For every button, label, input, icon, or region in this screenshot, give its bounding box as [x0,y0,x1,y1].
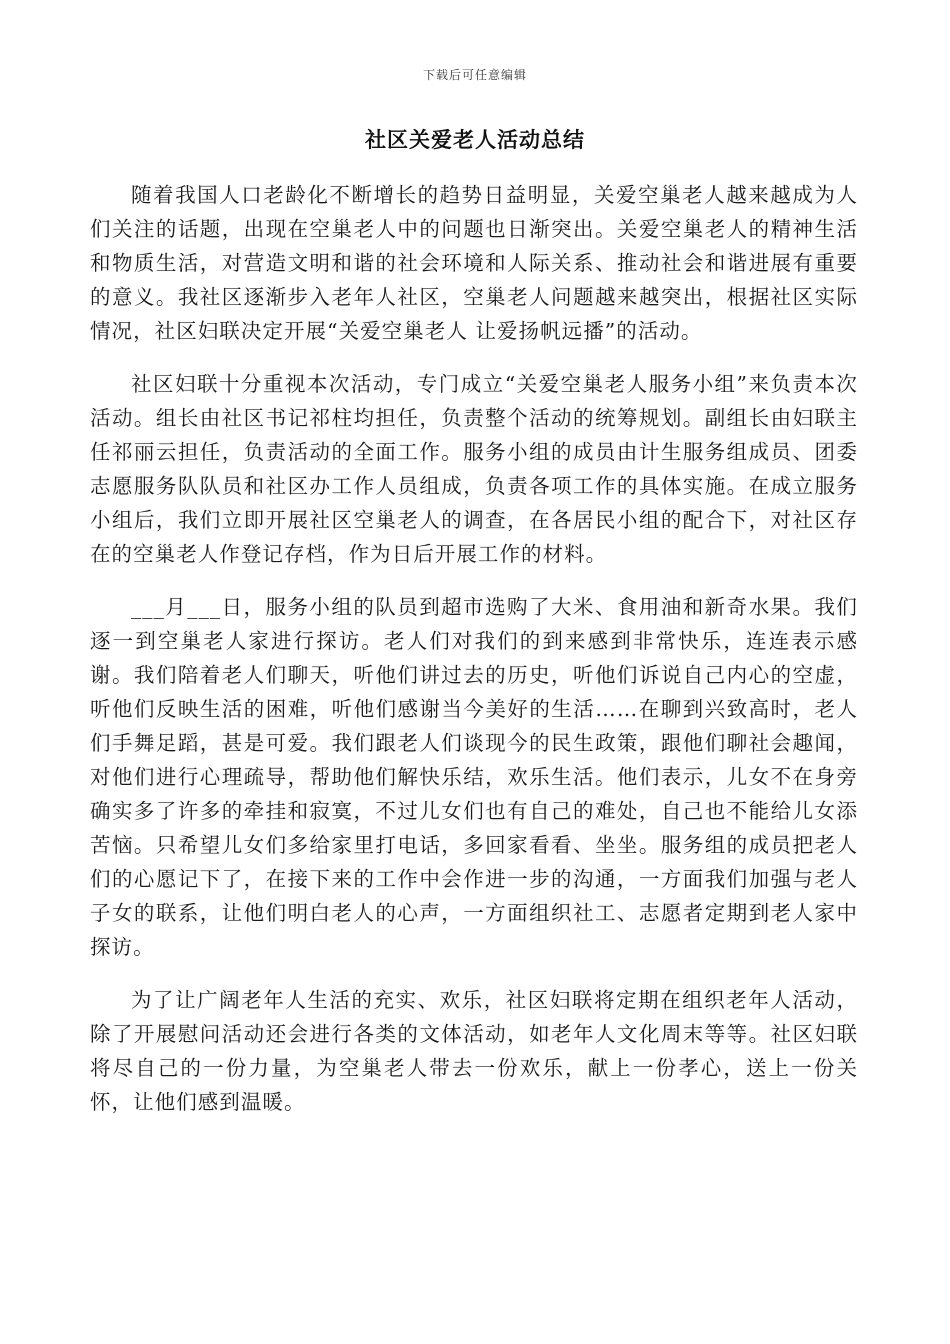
paragraph-2: 社区妇联十分重视本次活动，专门成立“关爱空巢老人服务小组”来负责本次活动。组长由社区书记祁柱均担任，负责整个活动的统筹规划。副组长由妇联主任祁丽云担任，负责活动的全面工作。服务小组的成员由计生服务组成员、团委志愿服务队队员和社区办工作人员组成，负责各项工作的具体实施。在成立服务小组后，我们立即开展社区空巢老人的调查，在各居民小组的配合下，对社区存在的空巢老人作登记存档，作为日后开展工作的材料。 [90,372,858,566]
document-body [90,178,858,1138]
header-note: 下载后可任意编辑 [422,68,527,82]
paragraph-4: 为了让广阔老年人生活的充实、欢乐，社区妇联将定期在组织老年人活动，除了开展慰问活动还会进行各类的文体活动，如老年人文化周末等等。社区妇联将尽自己的一份力量，为空巢老人带去一份欢乐，献上一份孝心，送上一份关怀，让他们感到温暖。 [90,988,858,1114]
paragraph-1: 随着我国人口老龄化不断增长的趋势日益明显，关爱空巢老人越来越成为人们关注的话题，出现在空巢老人中的问题也日渐突出。关爱空巢老人的精神生活和物质生活，对营造文明和谐的社会环境和人际关系、推动社会和谐进展有重要的意义。我社区逐渐步入老年人社区，空巢老人问题越来越突出，根据社区实际情况，社区妇联决定开展“关爱空巢老人 让爱扬帆远播”的活动。 [90,183,858,343]
document-title: 社区关爱老人活动总结 [365,127,585,152]
paragraph-3: ___月___日，服务小组的队员到超市选购了大米、食用油和新奇水果。我们逐一到空巢老人家进行探访。老人们对我们的到来感到非常快乐，连连表示感谢。我们陪着老人们聊天，听他们讲过去的历史，听他们诉说自己内心的空虚，听他们反映生活的困难，听他们感谢当今美好的生活……在聊到兴致高时，老人们手舞足蹈，甚是可爱。我们跟老人们谈现今的民生政策，跟他们聊社会趣闻，对他们进行心理疏导，帮助他们解快乐结，欢乐生活。他们表示，儿女不在身旁确实多了许多的牵挂和寂寞，不过儿女们也有自己的难处，自己也不能给儿女添苦恼。只希望儿女们多给家里打电话，多回家看看、坐坐。服务组的成员把老人们的心愿记下了，在接下来的工作中会作进一步的沟通，一方面我们加强与老人子女的联系，让他们明白老人的心声，一方面组织社工、志愿者定期到老人家中探访。 [90,595,858,959]
